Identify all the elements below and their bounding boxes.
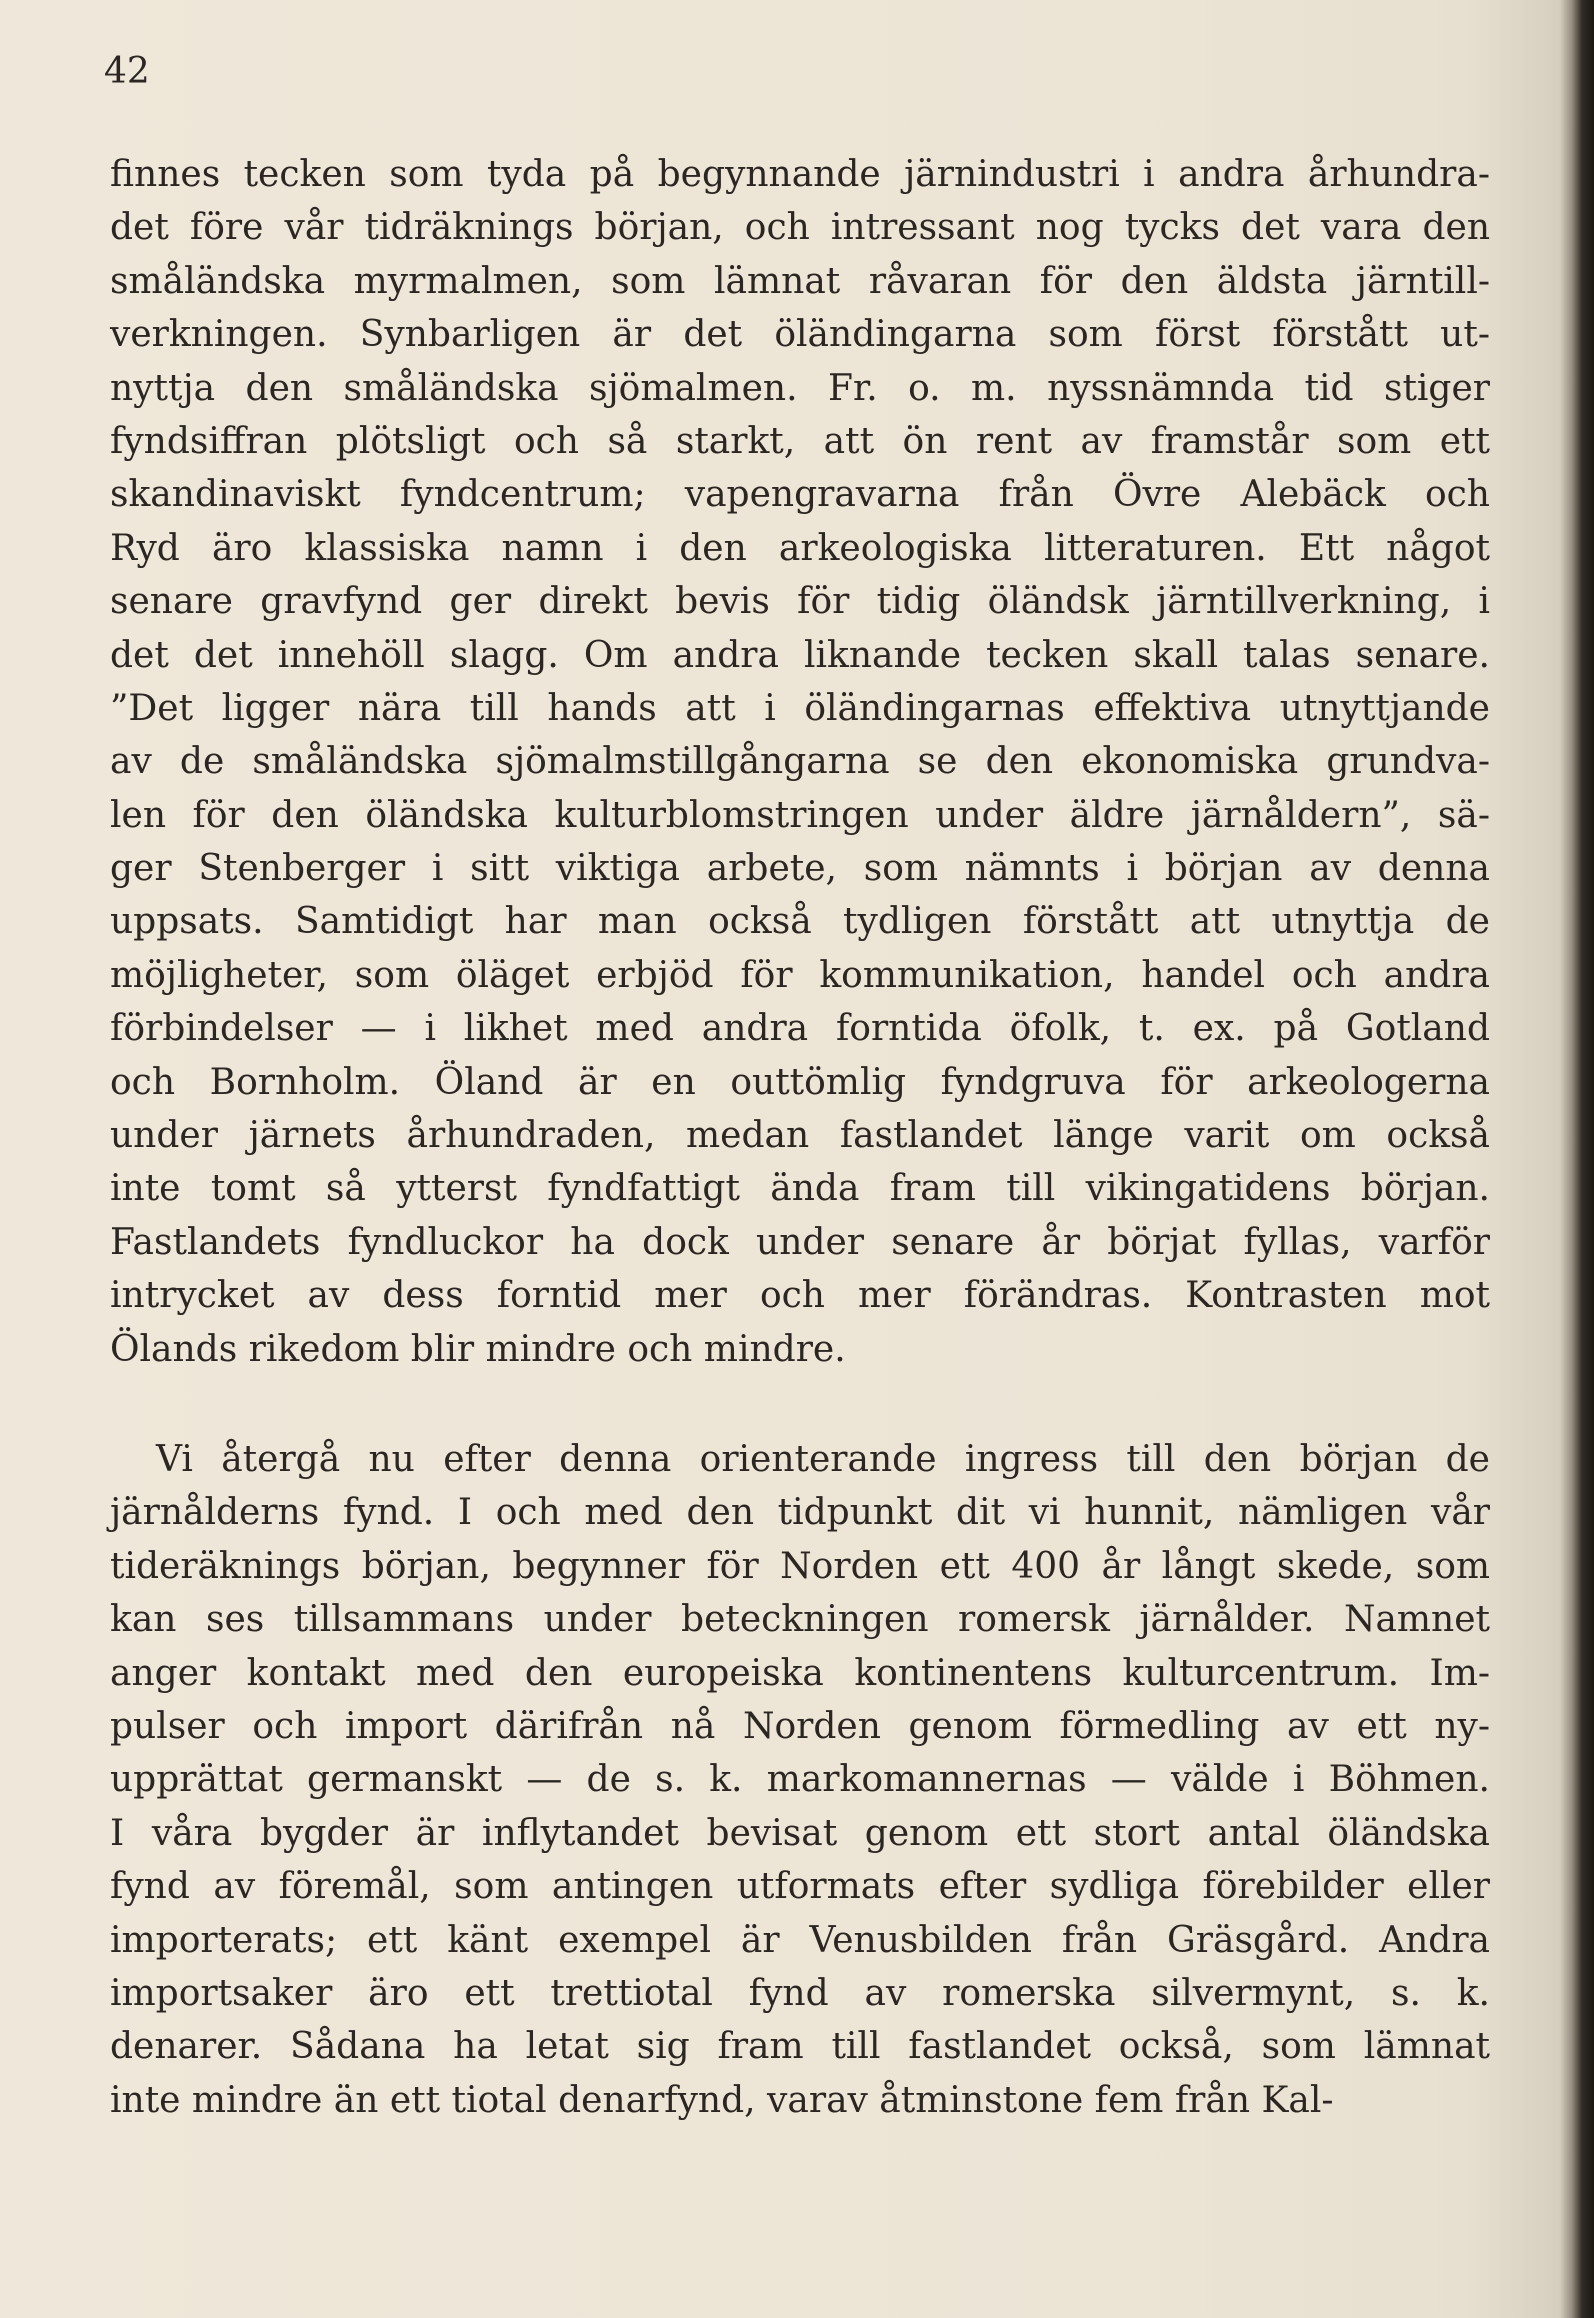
- text-line: denarer. Sådana ha letat sig fram till fastlandet också, som lämnat: [110, 2026, 1490, 2068]
- text-line: och Bornholm. Öland är en outtömlig fyndgruva för arkeologerna: [110, 1061, 1490, 1103]
- text-line: fynd av föremål, som antingen utformats efter sydliga förebilder eller: [110, 1866, 1490, 1908]
- text-line: förbindelser — i likhet med andra forntida öfolk, t. ex. på Gotland: [110, 1008, 1490, 1050]
- text-line: ger Stenberger i sitt viktiga arbete, som nämnts i början av denna: [110, 848, 1490, 890]
- text-line: upprättat germanskt — de s. k. markomannernas — välde i Böhmen.: [110, 1759, 1490, 1801]
- text-line: Fastlandets fyndluckor ha dock under senare år börjat fyllas, varför: [110, 1221, 1490, 1263]
- text-line: det det innehöll slagg. Om andra liknande tecken skall talas senare.: [110, 634, 1490, 676]
- text-line: nyttja den småländska sjömalmen. Fr. o. m. nyssnämnda tid stiger: [110, 367, 1490, 409]
- text-line: uppsats. Samtidigt har man också tydligen förstått att utnyttja de: [110, 901, 1490, 943]
- text-line: inte tomt så ytterst fyndfattigt ända fram till vikingatidens början.: [110, 1168, 1490, 1210]
- text-line: importerats; ett känt exempel är Venusbilden från Gräsgård. Andra: [110, 1919, 1490, 1961]
- paragraph-1: [110, 148, 1490, 1376]
- text-line: len för den öländska kulturblomstringen under äldre järnåldern”, sä-: [110, 794, 1490, 836]
- text-line: järnålderns fynd. I och med den tidpunkt dit vi hunnit, nämligen vår: [110, 1492, 1490, 1534]
- text-line: Ölands rikedom blir mindre och mindre.: [110, 1328, 846, 1370]
- text-line: anger kontakt med den europeiska kontinentens kulturcentrum. Im-: [110, 1652, 1490, 1694]
- text-line: ”Det ligger nära till hands att i öländingarnas effektiva utnyttjande: [110, 687, 1490, 729]
- text-line: I våra bygder är inflytandet bevisat genom ett stort antal öländska: [110, 1812, 1490, 1854]
- text-line: Vi återgå nu efter denna orienterande ingress till den början de: [156, 1439, 1490, 1480]
- text-line: skandinaviskt fyndcentrum; vapengravarna från Övre Alebäck och: [110, 474, 1490, 516]
- binding-shadow: [1560, 0, 1594, 2318]
- paragraph-2: [110, 1433, 1490, 2127]
- text-line: kan ses tillsammans under beteckningen romersk järnålder. Namnet: [110, 1599, 1490, 1641]
- text-line: senare gravfynd ger direkt bevis för tidig öländsk järntillverkning, i: [110, 581, 1490, 623]
- text-line: importsaker äro ett trettiotal fynd av romerska silvermynt, s. k.: [110, 1972, 1490, 2014]
- text-line: under järnets århundraden, medan fastlandet länge varit om också: [110, 1115, 1490, 1157]
- text-line: intrycket av dess forntid mer och mer förändras. Kontrasten mot: [110, 1275, 1490, 1317]
- text-line: fyndsiffran plötsligt och så starkt, att ön rent av framstår som ett: [110, 420, 1490, 462]
- text-line: Ryd äro klassiska namn i den arkeologiska litteraturen. Ett något: [110, 527, 1490, 569]
- text-line: finnes tecken som tyda på begynnande järnindustri i andra århundra-: [110, 154, 1490, 195]
- text-line: inte mindre än ett tiotal denarfynd, varav åtminstone fem från Kal-: [110, 2079, 1334, 2121]
- text-line: tideräknings början, begynner för Norden ett 400 år långt skede, som: [110, 1545, 1490, 1587]
- text-line: av de småländska sjömalmstillgångarna se den ekonomiska grundva-: [110, 741, 1490, 783]
- text-line: pulser och import därifrån nå Norden genom förmedling av ett ny-: [110, 1705, 1490, 1747]
- text-line: det före vår tidräknings början, och intressant nog tycks det vara den: [110, 207, 1490, 249]
- text-line: verkningen. Synbarligen är det öländingarna som först förstått ut-: [110, 314, 1490, 356]
- page-number: 42: [104, 51, 150, 92]
- text-line: möjligheter, som öläget erbjöd för kommunikation, handel och andra: [110, 954, 1490, 996]
- text-line: småländska myrmalmen, som lämnat råvaran för den äldsta järntill-: [110, 260, 1490, 302]
